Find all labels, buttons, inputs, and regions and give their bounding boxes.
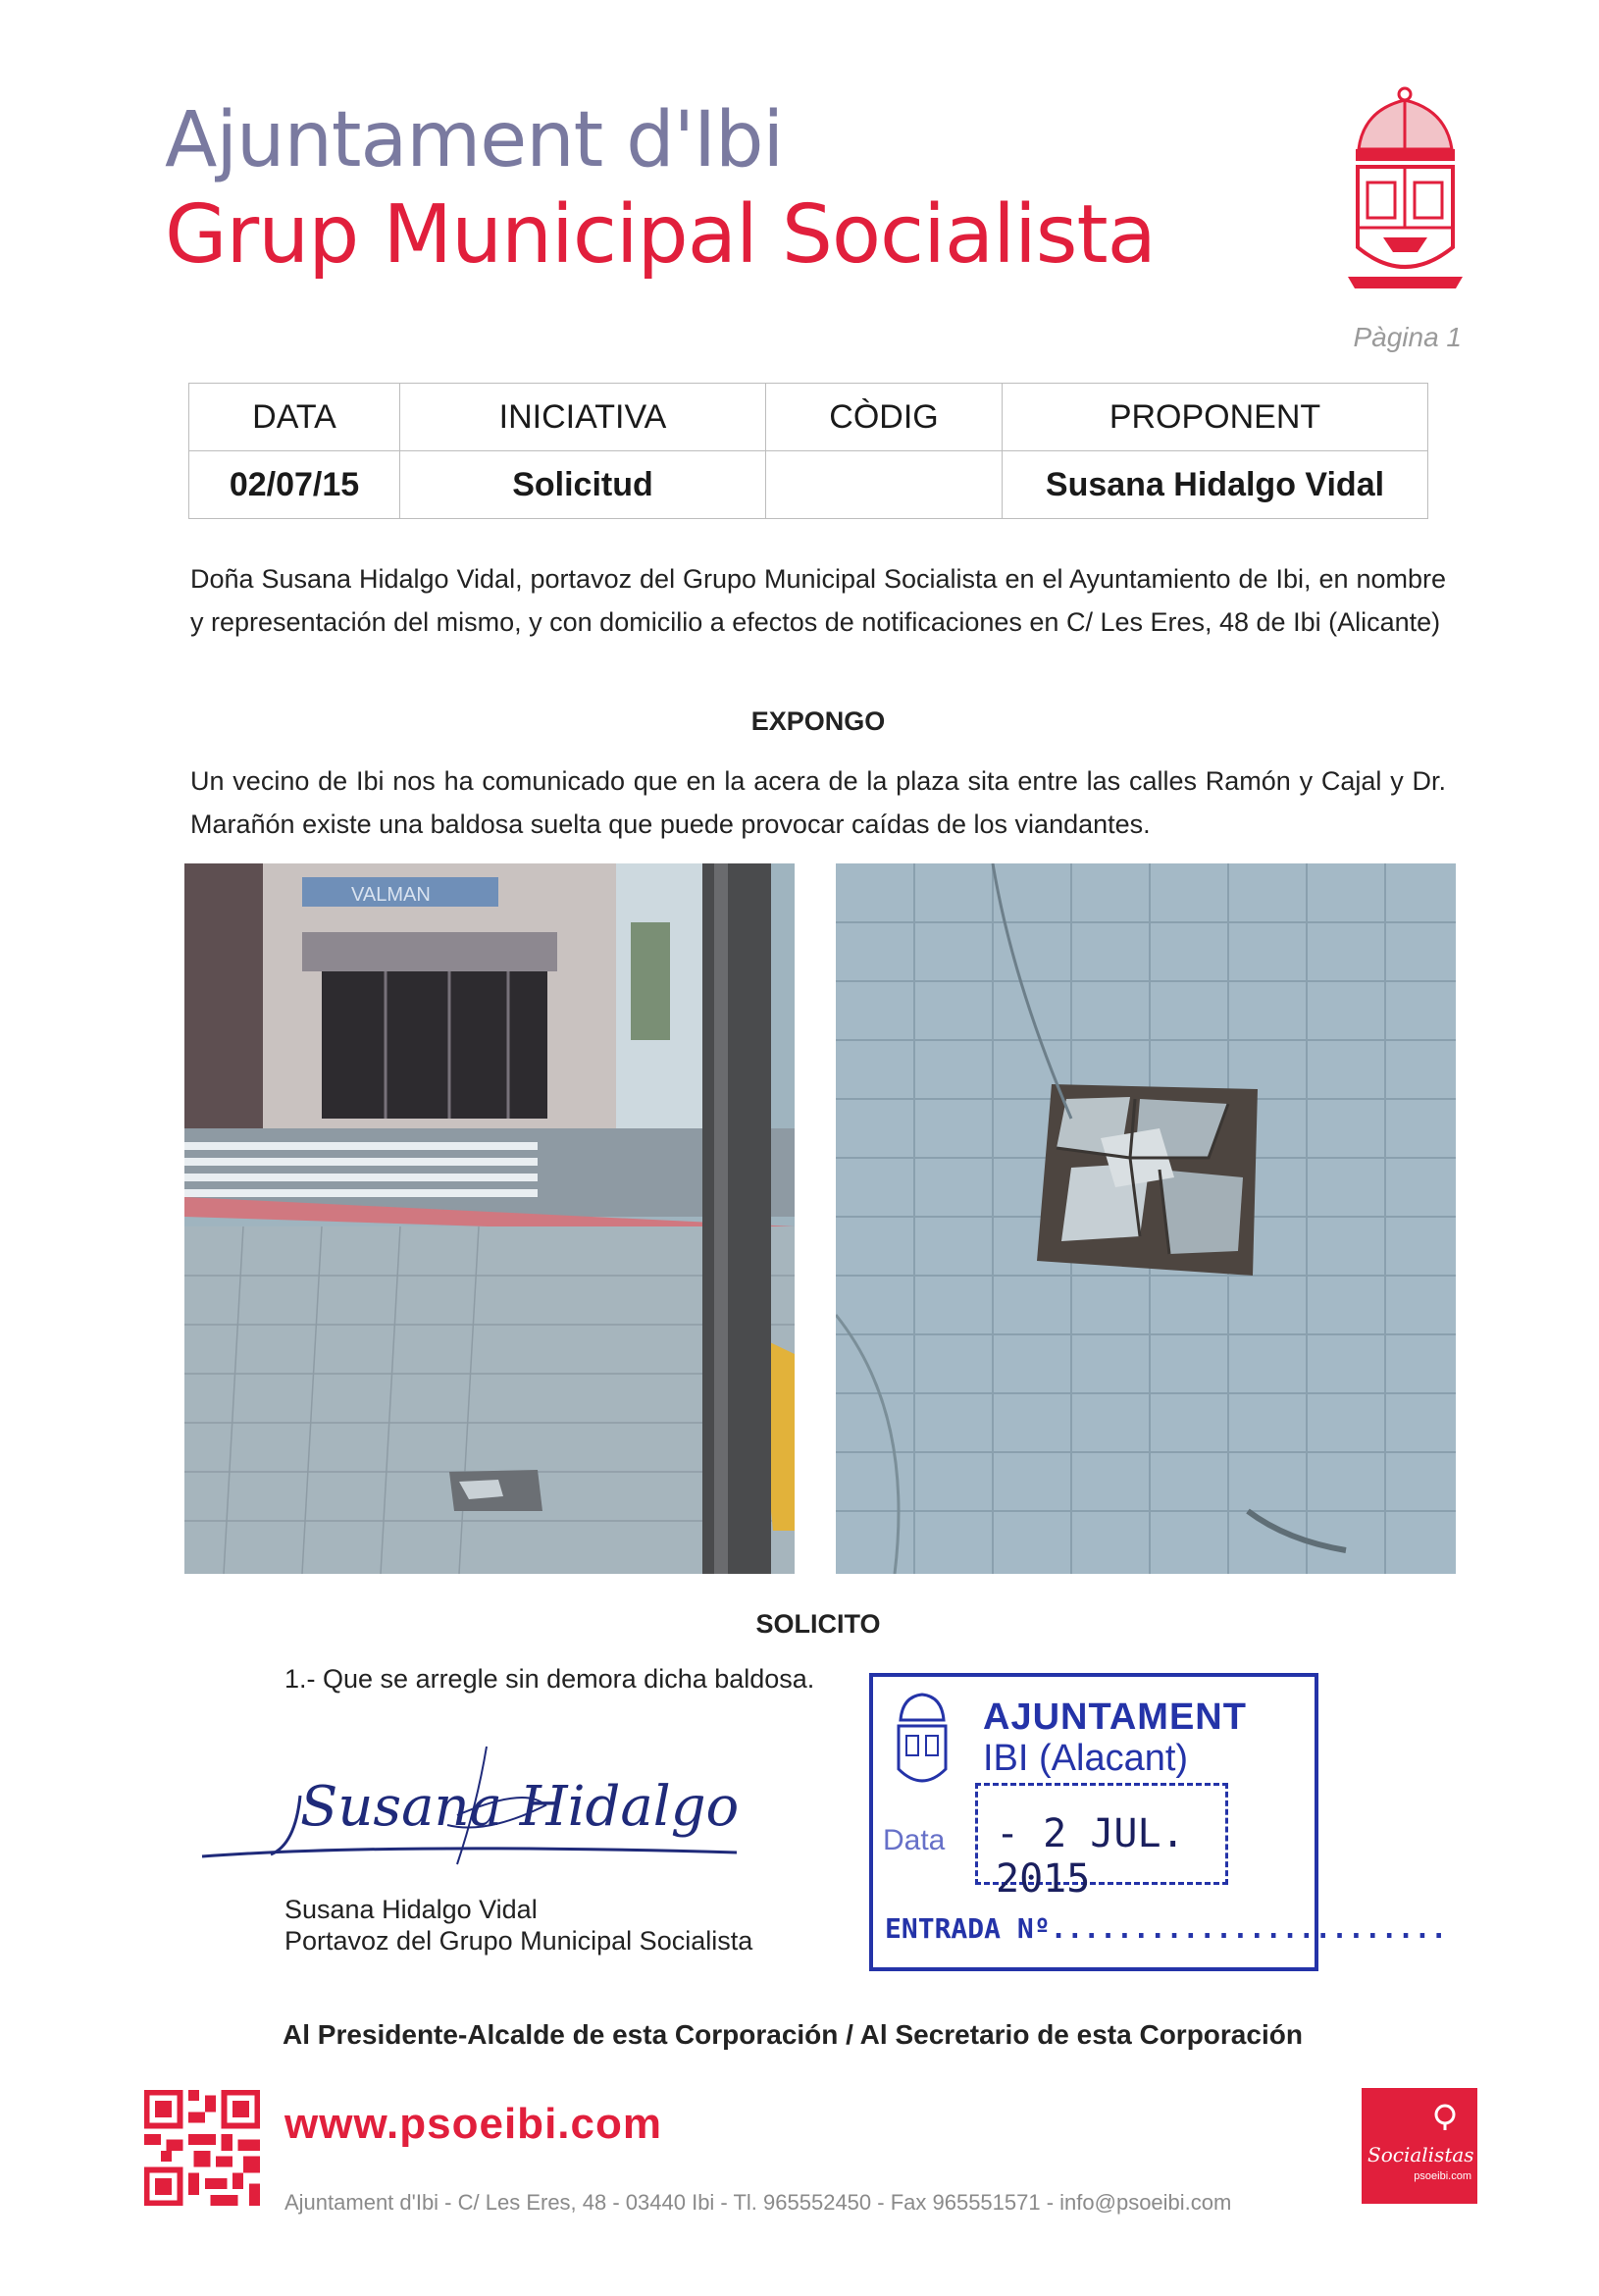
registry-stamp (869, 1673, 1448, 1971)
expongo-paragraph: Un vecino de Ibi nos ha comunicado que en la acera de la plaza sita entre las calles Ramón y Cajal y Dr. Marañón existe una baldosa suelta que puede provocar caídas de los viandantes. (190, 766, 1446, 839)
party-logo-subtext: psoeibi.com (1414, 2170, 1471, 2182)
rose-icon (1430, 2102, 1460, 2131)
table-header-codig: CÒDIG (766, 384, 1003, 451)
signature-scrawl-text: Susana Hidalgo (300, 1775, 740, 1839)
stamp-entrada: ENTRADA Nº........................ (885, 1912, 1448, 1945)
expongo-heading: EXPONGO (750, 706, 886, 736)
header-title-group: Grup Municipal Socialista (165, 188, 1156, 282)
stamp-date-label: Data (883, 1824, 946, 1856)
signature-scribble (192, 1727, 742, 1874)
photo-street-corner (184, 863, 795, 1574)
stamp-date: - 2 JUL. 2015 (996, 1811, 1185, 1902)
stamp-date-box (975, 1783, 1228, 1902)
intro-paragraph: Doña Susana Hidalgo Vidal, portavoz del Grupo Municipal Socialista en el Ayuntamiento de Ibi, en nombre y representación del mismo, y con domicilio a efectos de notificaciones en C/ Les Eres, 48 de Ibi (Alicante) (190, 564, 1446, 637)
addressee-line: Al Presidente-Alcalde de esta Corporación / Al Secretario de esta Corporación (283, 2019, 1303, 2050)
shop-sign-text: VALMAN (351, 884, 431, 906)
footer-address: Ajuntament d'Ibi - C/ Les Eres, 48 - 03440 Ibi - Tl. 965552450 - Fax 965551571 - info@psoeibi.com (284, 2190, 1232, 2215)
table-value-iniciativa: Solicitud (400, 451, 766, 519)
signer-name: Susana Hidalgo Vidal (284, 1895, 538, 1924)
stamp-crest-icon (895, 1691, 950, 1797)
table-value-row (189, 451, 1428, 519)
table-header-proponent: PROPONENT (1003, 384, 1428, 451)
stamp-line2: IBI (Alacant) (983, 1738, 1189, 1779)
page-number: Pàgina 1 (1353, 322, 1462, 352)
table-value-data: 02/07/15 (189, 451, 400, 519)
info-table (188, 383, 1428, 519)
website-link[interactable]: www.psoeibi.com (284, 2100, 662, 2148)
qr-code-icon (144, 2090, 260, 2206)
header-title-municipality: Ajuntament d'Ibi (165, 96, 784, 184)
solicito-heading: SOLICITO (755, 1609, 881, 1639)
photo-broken-tile (836, 863, 1456, 1574)
table-value-codig (766, 451, 1003, 519)
party-logo (1362, 2088, 1477, 2204)
coat-of-arms-icon (1344, 80, 1467, 296)
signer-block (284, 1894, 752, 1957)
party-logo-text: Socialistas (1367, 2143, 1474, 2166)
stamp-line1: AJUNTAMENT (983, 1696, 1247, 1738)
table-header-data: DATA (189, 384, 400, 451)
table-value-proponent: Susana Hidalgo Vidal (1003, 451, 1428, 519)
signer-role: Portavoz del Grupo Municipal Socialista (284, 1926, 753, 1956)
table-header-row (189, 384, 1428, 451)
solicito-item-1: 1.- Que se arregle sin demora dicha baldosa. (284, 1664, 815, 1694)
table-header-iniciativa: INICIATIVA (400, 384, 766, 451)
